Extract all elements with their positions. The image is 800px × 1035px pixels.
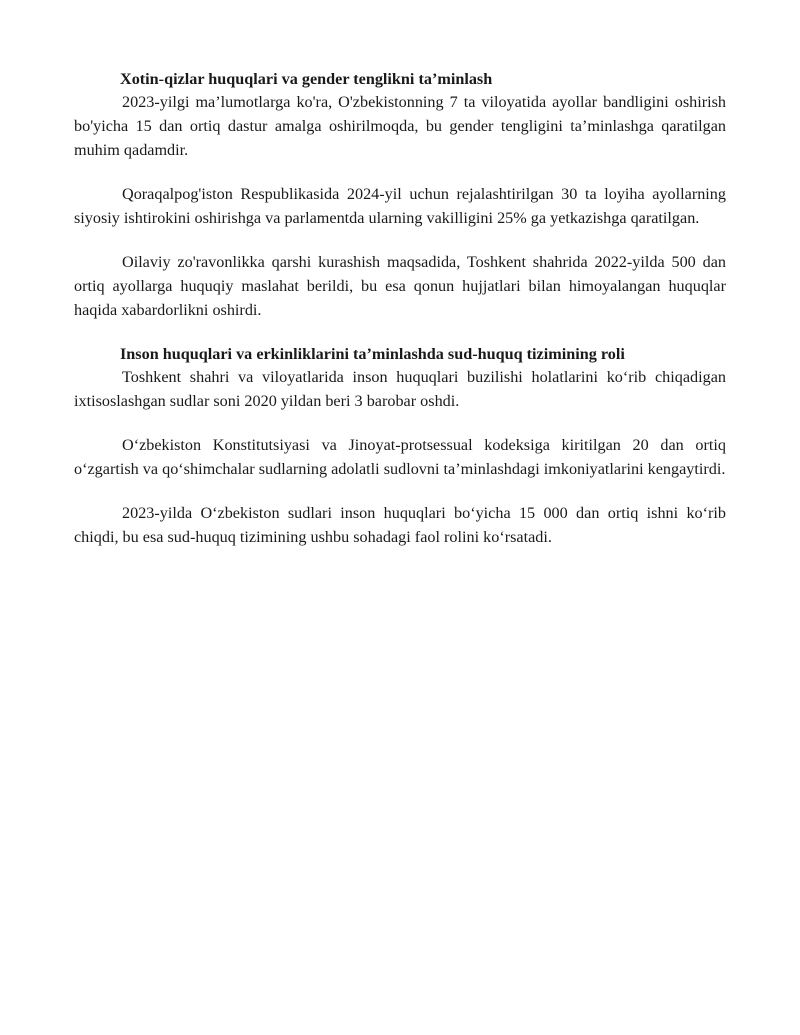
section-title-judicial-system: Inson huquqlari va erkinliklarini ta’minlashda sud-huquq tizimining roli — [120, 345, 625, 363]
section-spacer — [74, 322, 726, 343]
paragraph-spacer — [74, 162, 726, 182]
paragraph: O‘zbekiston Konstitutsiyasi va Jinoyat-protsessual kodeksiga kiritilgan 20 dan ortiq o‘zgartish va qo‘shimchalar sudlarning adolatli sudlovni ta’minlashdagi imkoniyatlarini kengaytirdi. — [74, 436, 726, 478]
paragraph: Oilaviy zo'ravonlikka qarshi kurashish maqsadida, Toshkent shahrida 2022-yilda 500 dan ortiq ayollarga huquqiy maslahat berildi, bu esa qonun hujjatlari bilan himoyalangan huquqlar haqida xabardorlikni oshirdi. — [74, 253, 726, 319]
paragraph: 2023-yilgi ma’lumotlarga ko'ra, O'zbekistonning 7 ta viloyatida ayollar bandligini oshirish bo'yicha 15 dan ortiq dastur amalga oshirilmoqda, bu gender tengligini ta’minlashga qaratilgan muhim qadamdir. — [74, 93, 726, 159]
paragraph: 2023-yilda O‘zbekiston sudlari inson huquqlari bo‘yicha 15 000 dan ortiq ishni ko‘rib chiqdi, bu esa sud-huquq tizimining ushbu sohadagi faol rolini ko‘rsatadi. — [74, 504, 726, 546]
section-title-gender-equality: Xotin-qizlar huquqlari va gender tenglikni ta’minlash — [120, 70, 493, 88]
paragraph-spacer — [74, 230, 726, 250]
document-page — [74, 68, 726, 549]
paragraph-spacer — [74, 413, 726, 433]
paragraph: Toshkent shahri va viloyatlarida inson huquqlari buzilishi holatlarini ko‘rib chiqadigan ixtisoslashgan sudlar soni 2020 yildan beri 3 barobar oshdi. — [74, 368, 726, 410]
paragraph-spacer — [74, 481, 726, 501]
paragraph: Qoraqalpog'iston Respublikasida 2024-yil uchun rejalashtirilgan 30 ta loyiha ayollarning siyosiy ishtirokini oshirishga va parlamentda ularning vakilligini 25% ga yetkazishga qaratilgan. — [74, 185, 726, 227]
